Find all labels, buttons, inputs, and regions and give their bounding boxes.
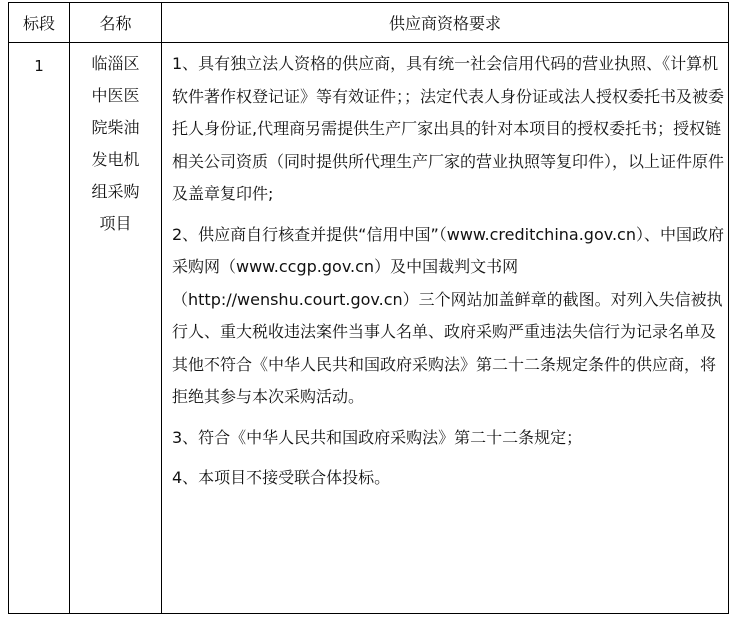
- project-name-cell: [70, 43, 162, 614]
- table-row: [9, 43, 729, 614]
- requirement-paragraph-3: 3、符合《中华人民共和国政府采购法》第二十二条规定；: [172, 427, 583, 447]
- header-supplier-requirements: 供应商资格要求: [162, 3, 729, 43]
- project-name-line: 中医医: [91, 86, 140, 105]
- project-name-line: 临淄区: [91, 54, 140, 73]
- header-name: 名称: [70, 3, 162, 43]
- project-name-line: 组采购: [91, 182, 140, 201]
- project-name-line: 项目: [99, 214, 132, 233]
- requirement-paragraph-4: 4、本项目不接受联合体投标。: [172, 468, 391, 487]
- lot-number-cell: 1: [9, 43, 70, 614]
- qualification-table: [8, 2, 729, 614]
- header-lot-number: 标段: [9, 3, 70, 43]
- requirements-cell: [162, 43, 729, 614]
- requirement-paragraph-1: 1、具有独立法人资格的供应商，具有统一社会信用代码的营业执照、《计算机软件著作权登记证》等有效证件；；法定代表人身份证或法人授权委托书及被委托人身份证,代理商另需提供生产厂家出具的针对本项目的授权委托书；授权链相关公司资质（同时提供所代理生产厂家的营业执照等复印件），以上证件原件及盖章复印件;: [172, 54, 725, 203]
- project-name-line: 院柴油: [91, 118, 140, 137]
- table-header-row: [9, 3, 729, 43]
- project-name-line: 发电机: [91, 150, 140, 169]
- requirement-paragraph-2: 2、供应商自行核查并提供“信用中国”（www.creditchina.gov.cn）、中国政府采购网（www.ccgp.gov.cn）及中国裁判文书网（http://wenshu.court.gov.cn）三个网站加盖鲜章的截图。对列入失信被执行人、重大税收违法案件当事人名单、政府采购严重违法失信行为记录名单及其他不符合《中华人民共和国政府采购法》第二十二条规定条件的供应商，将拒绝其参与本次采购活动。: [172, 224, 724, 406]
